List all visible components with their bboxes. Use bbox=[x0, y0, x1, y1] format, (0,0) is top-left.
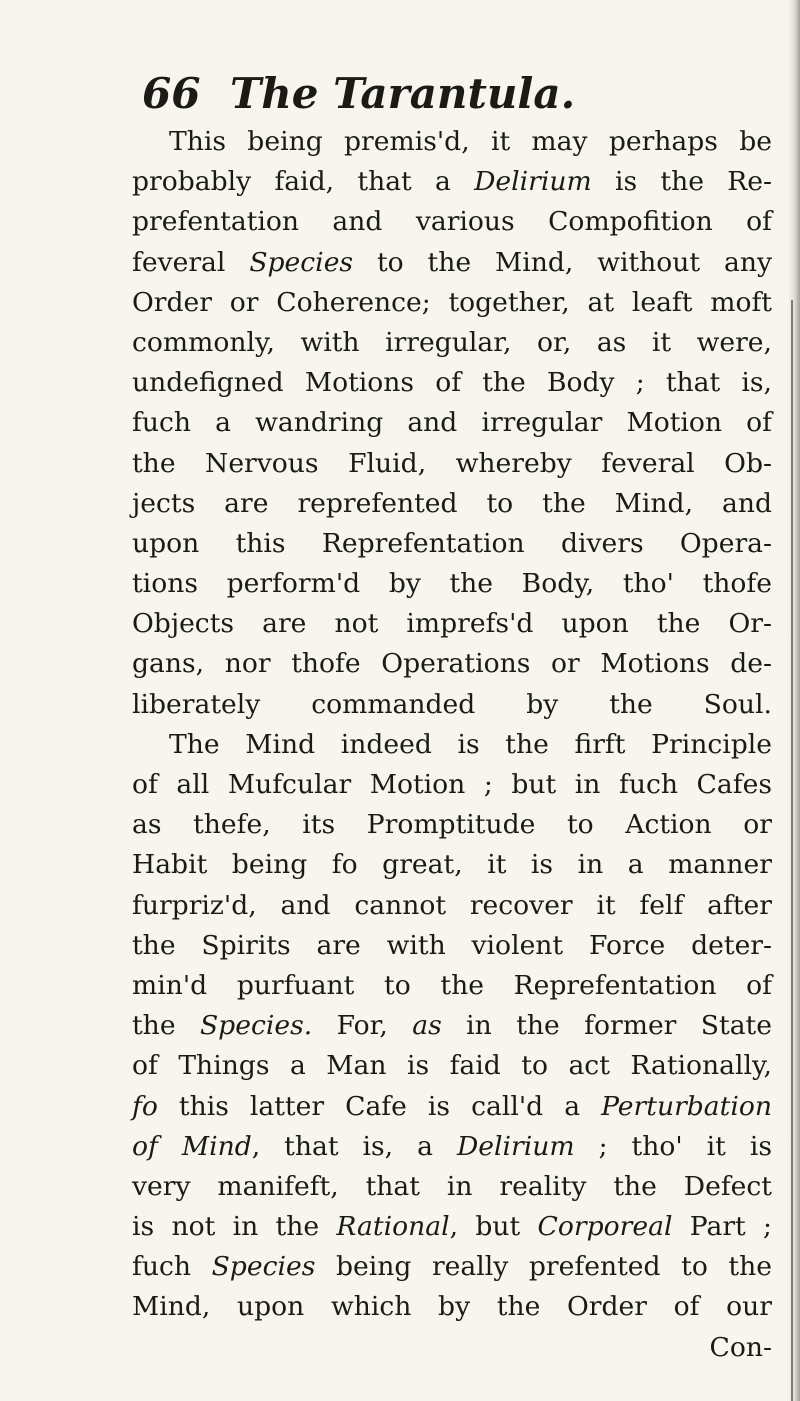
line-text: as thefe, its Promptitude to Action or bbox=[132, 809, 772, 841]
line-text: in the former State bbox=[441, 1010, 772, 1042]
italic-text: Rational bbox=[336, 1211, 450, 1243]
line-text: undefigned Motions of the Body ; that is, bbox=[132, 367, 772, 399]
line-text: the bbox=[132, 1010, 200, 1042]
italic-text: as bbox=[412, 1010, 442, 1042]
line-text: feveral bbox=[132, 246, 250, 278]
text-line bbox=[132, 162, 772, 202]
text-line bbox=[132, 202, 772, 242]
italic-text: Species. bbox=[199, 1010, 313, 1042]
body-text bbox=[132, 122, 772, 1368]
text-line bbox=[132, 1006, 772, 1046]
text-line bbox=[132, 886, 772, 926]
italic-text: Delirium bbox=[456, 1130, 575, 1162]
line-text: probably faid, that a bbox=[132, 166, 475, 198]
text-line bbox=[132, 926, 772, 966]
line-text: Habit being fo great, it is in a manner bbox=[132, 849, 772, 881]
line-text: , but bbox=[449, 1211, 538, 1243]
line-text: this latter Cafe is call'd a bbox=[157, 1090, 602, 1122]
line-text: furpriz'd, and cannot recover it felf after bbox=[132, 889, 772, 921]
text-line bbox=[132, 1167, 772, 1207]
text-line bbox=[132, 403, 772, 443]
text-line bbox=[132, 1207, 772, 1247]
line-text: Objects are not imprefs'd upon the Or- bbox=[132, 608, 772, 640]
text-line bbox=[132, 283, 772, 323]
line-text: This being premis'd, it may perhaps be bbox=[169, 126, 772, 157]
italic-text: Species bbox=[211, 1251, 316, 1283]
text-line bbox=[132, 564, 772, 604]
line-text: very manifeft, that in reality the Defect bbox=[132, 1170, 772, 1202]
text-line bbox=[132, 685, 772, 725]
line-text: ; tho' it is bbox=[574, 1130, 772, 1162]
line-text: is not in the bbox=[132, 1211, 337, 1243]
line-text: gans, nor thofe Operations or Motions de- bbox=[132, 648, 772, 680]
italic-text: Species bbox=[249, 246, 354, 278]
text-line bbox=[132, 966, 772, 1006]
italic-text: Delirium bbox=[474, 166, 592, 198]
line-text: tions perform'd by the Body, tho' thofe bbox=[132, 568, 772, 600]
text-line bbox=[132, 1127, 772, 1167]
text-line bbox=[132, 1328, 772, 1368]
text-line bbox=[132, 444, 772, 484]
text-line bbox=[132, 484, 772, 524]
text-line bbox=[132, 1046, 772, 1086]
text-line bbox=[132, 644, 772, 684]
page-edge-line bbox=[791, 300, 793, 1401]
line-text: being really prefented to the bbox=[315, 1251, 772, 1283]
line-text: the Nervous Fluid, whereby feveral Ob- bbox=[132, 447, 772, 479]
line-text: Order or Coherence; together, at leaft moft bbox=[132, 286, 772, 318]
italic-text: of Mind bbox=[132, 1130, 252, 1162]
text-line bbox=[132, 725, 772, 765]
line-text: is the Re- bbox=[591, 166, 772, 198]
line-text: liberately commanded by the Soul. bbox=[132, 688, 772, 720]
line-text: jects are reprefented to the Mind, and bbox=[132, 487, 772, 519]
text-line bbox=[132, 122, 772, 162]
line-text: of all Mufcular Motion ; but in fuch Cafes bbox=[132, 769, 772, 800]
page-edge-shadow bbox=[788, 0, 800, 1401]
line-text: upon this Reprefentation divers Opera- bbox=[132, 527, 772, 559]
italic-text: fo bbox=[132, 1090, 158, 1122]
line-text: commonly, with irregular, or, as it were, bbox=[132, 326, 772, 358]
line-text: Part ; bbox=[672, 1211, 772, 1243]
line-text: , that is, a bbox=[251, 1130, 457, 1162]
line-text: The Mind indeed is the firft Principle bbox=[169, 728, 772, 760]
text-line bbox=[132, 1287, 772, 1327]
line-text: For, bbox=[312, 1010, 413, 1042]
line-text: Con- bbox=[709, 1331, 772, 1363]
line-text: prefentation and various Compofition of bbox=[132, 206, 772, 238]
text-line bbox=[132, 323, 772, 363]
text-line bbox=[132, 243, 772, 283]
text-line bbox=[132, 363, 772, 403]
italic-text: Perturbation bbox=[601, 1090, 772, 1122]
running-title: The Tarantula. bbox=[230, 69, 576, 118]
line-text: min'd purfuant to the Reprefentation of bbox=[132, 969, 772, 1001]
text-line bbox=[132, 765, 772, 805]
text-line bbox=[132, 1247, 772, 1287]
line-text: the Spirits are with violent Force deter- bbox=[132, 929, 772, 961]
page-number: 66 bbox=[142, 69, 201, 118]
running-head bbox=[142, 64, 662, 124]
text-line bbox=[132, 845, 772, 885]
line-text: Mind, upon which by the Order of our bbox=[132, 1291, 772, 1323]
text-line bbox=[132, 805, 772, 845]
italic-text: Corporeal bbox=[537, 1211, 673, 1243]
line-text: to the Mind, without any bbox=[353, 246, 772, 278]
text-line bbox=[132, 524, 772, 564]
line-text: of Things a Man is faid to act Rationally, bbox=[132, 1050, 772, 1082]
text-line bbox=[132, 1087, 772, 1127]
line-text: fuch bbox=[132, 1251, 212, 1283]
line-text: fuch a wandring and irregular Motion of bbox=[132, 407, 772, 439]
text-line bbox=[132, 604, 772, 644]
